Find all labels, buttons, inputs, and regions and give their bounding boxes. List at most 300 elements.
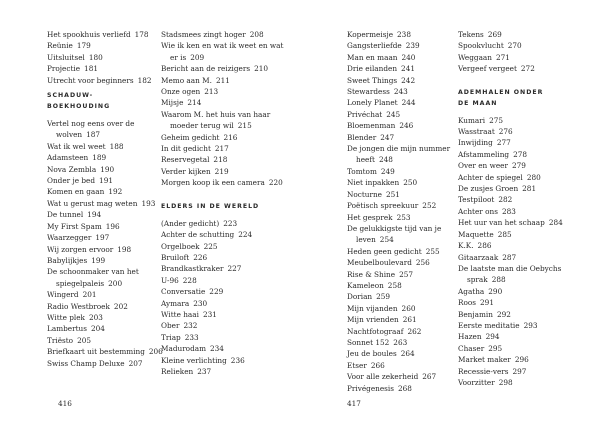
entry-title: De jongen die mijn nummer heeft	[347, 144, 451, 165]
entry-page-number: 268	[398, 383, 412, 393]
entry-title: Privéchat	[347, 109, 383, 119]
section-heading: ELDERS IN DE WERELD	[161, 202, 260, 210]
toc-entry	[458, 115, 593, 126]
entry-page-number: 213	[204, 87, 219, 97]
toc-entry	[347, 371, 472, 382]
entry-title: De laatste man die Oebychs sprak	[458, 263, 562, 285]
entry-title: Eerste meditatie	[458, 320, 520, 330]
toc-entry	[347, 280, 472, 291]
entry-title: Afstammeling	[458, 149, 510, 159]
toc-entry	[47, 221, 172, 232]
entry-page-number: 251	[386, 189, 400, 199]
section-heading: ADEMHALEN ONDER DE MAAN	[458, 88, 544, 107]
entry-title: Over en weer	[458, 161, 508, 171]
entry-page-number: 277	[496, 138, 511, 148]
toc-entry	[458, 252, 593, 263]
entry-title: Tomtom	[347, 166, 377, 176]
toc-entry	[347, 337, 472, 348]
entry-page-number: 286	[477, 241, 492, 251]
toc-entry	[47, 29, 172, 40]
toc-entry	[458, 40, 593, 51]
toc-entry	[47, 323, 172, 334]
entry-title: Projectie	[47, 64, 81, 74]
toc-entry	[347, 246, 472, 257]
toc-entry	[458, 217, 593, 228]
entry-page-number: 188	[109, 141, 124, 151]
entry-title: Swiss Champ Deluxe	[47, 358, 125, 368]
toc-entry	[47, 141, 172, 152]
entry-page-number: 218	[213, 155, 228, 165]
toc-entry	[47, 232, 172, 243]
entry-page-number: 223	[223, 218, 238, 228]
entry-page-number: 227	[227, 264, 242, 274]
entry-title: Nova Zembla	[47, 164, 97, 174]
toc-entry	[458, 149, 593, 160]
entry-title: Kopermeisje	[347, 30, 394, 39]
toc-entry	[161, 97, 286, 108]
entry-title: Achter ons	[458, 206, 498, 216]
toc-entry	[161, 166, 286, 177]
entry-page-number: 197	[95, 233, 110, 243]
toc-entry	[458, 229, 593, 240]
entry-page-number: 292	[496, 309, 511, 319]
entry-title: De tunnel	[47, 210, 84, 220]
toc-entry	[347, 257, 472, 268]
entry-title: Bloemenman	[347, 121, 396, 131]
entry-page-number: 192	[108, 187, 123, 197]
entry-page-number: 198	[117, 244, 132, 254]
toc-entry	[458, 160, 593, 171]
toc-entry	[458, 126, 593, 137]
entry-title: Lonely Planet	[347, 98, 398, 108]
entry-title: Sonnet 152	[347, 337, 390, 347]
toc-entry	[347, 63, 472, 74]
toc-entry	[161, 241, 286, 252]
entry-page-number: 226	[193, 252, 208, 262]
toc-entry	[161, 40, 286, 63]
entry-page-number: 210	[254, 64, 269, 74]
toc-entry	[347, 97, 472, 108]
entry-page-number: 243	[393, 87, 408, 97]
entry-page-number: 237	[197, 366, 212, 376]
entry-title: Achter de spiegel	[458, 172, 523, 182]
entry-page-number: 194	[87, 210, 102, 220]
entry-title: Etser	[347, 360, 367, 370]
entry-page-number: 217	[214, 144, 229, 154]
entry-title: Weggaan	[458, 52, 492, 62]
toc-entry	[161, 252, 286, 263]
entry-page-number: 287	[502, 252, 517, 262]
entry-page-number: 214	[187, 98, 202, 108]
entry-page-number: 294	[485, 332, 500, 342]
entry-title: Brandkastkraker	[161, 264, 224, 274]
toc-entry	[347, 143, 472, 166]
entry-page-number: 271	[495, 52, 510, 62]
toc-entry	[161, 109, 286, 132]
toc-entry	[161, 63, 286, 74]
entry-page-number: 256	[415, 258, 430, 268]
entry-page-number: 209	[190, 52, 205, 62]
entry-page-number: 263	[393, 337, 408, 347]
entry-title: Komen en gaan	[47, 187, 105, 197]
entry-title: Stewardess	[347, 87, 390, 97]
entry-page-number: 257	[399, 269, 414, 279]
toc-entry	[161, 29, 286, 40]
toc-entry	[47, 358, 172, 369]
entry-page-number: 252	[422, 201, 437, 211]
entry-title: Meubelboulevard	[347, 258, 412, 268]
entry-title: Blender	[347, 132, 377, 142]
entry-title: Benjamin	[458, 309, 493, 319]
entry-title: Mijn vrienden	[347, 315, 399, 325]
entry-title: Briefkaart uit bestemming	[47, 347, 145, 357]
toc-entry	[47, 266, 172, 289]
entry-page-number: 253	[396, 212, 411, 222]
entry-title: Niet inpakken	[347, 178, 400, 188]
entry-page-number: 215	[237, 121, 252, 131]
toc-entry	[347, 360, 472, 371]
entry-title: My First Spam	[47, 221, 102, 231]
entry-title: Vergeef vergeet	[458, 64, 517, 74]
toc-entry	[161, 143, 286, 154]
entry-title: Wat u gerust mag weten	[47, 198, 138, 208]
toc-group	[47, 29, 172, 86]
entry-title: Het spookhuis verliefd	[47, 30, 131, 39]
entry-page-number: 179	[76, 41, 91, 51]
entry-title: Aymara	[161, 298, 190, 308]
entry-title: Witte plek	[47, 312, 85, 322]
toc-entry	[47, 335, 172, 346]
toc-entry	[161, 86, 286, 97]
entry-page-number: 247	[380, 132, 395, 142]
entry-title: Triap	[161, 332, 181, 342]
entry-title: Het uur van het schaap	[458, 218, 545, 228]
toc-entry	[458, 63, 593, 74]
entry-page-number: 229	[209, 287, 224, 297]
toc-entry	[161, 332, 286, 343]
toc-entry	[161, 75, 286, 86]
toc-entry	[347, 291, 472, 302]
entry-page-number: 220	[268, 178, 283, 188]
page-number-left: 416	[58, 399, 72, 408]
toc-entry	[47, 244, 172, 255]
entry-title: Reservegetal	[161, 155, 210, 165]
entry-page-number: 245	[386, 109, 401, 119]
entry-page-number: 187	[86, 130, 101, 140]
entry-title: Onder je bed	[47, 176, 96, 186]
entry-title: Sweet Things	[347, 75, 398, 85]
entry-page-number: 202	[113, 301, 128, 311]
entry-title: Recessie-vers	[458, 366, 509, 376]
entry-page-number: 191	[99, 176, 113, 186]
toc-entry	[458, 52, 593, 63]
entry-title: Drie eilanden	[347, 64, 398, 74]
entry-title: Conversatie	[161, 287, 206, 297]
toc-entry	[161, 263, 286, 274]
toc-entry	[458, 240, 593, 251]
toc-entry	[161, 218, 286, 229]
toc-entry	[47, 198, 172, 209]
entry-title: Gangsterliefde	[347, 41, 402, 51]
entry-page-number: 283	[501, 206, 516, 216]
entry-page-number: 239	[405, 41, 420, 51]
toc-entry	[458, 320, 593, 331]
entry-title: Vertel nog eens over de wolven	[47, 119, 135, 140]
entry-page-number: 270	[507, 41, 522, 51]
toc-entry	[347, 86, 472, 97]
toc-entry	[47, 301, 172, 312]
entry-title: Waarzegger	[47, 233, 92, 243]
entry-page-number: 282	[498, 195, 513, 205]
entry-title: Onze ogen	[161, 87, 201, 97]
toc-entry	[47, 118, 172, 141]
toc-entry	[458, 183, 593, 194]
entry-title: Voorzitter	[458, 377, 495, 387]
entry-page-number: 241	[401, 64, 415, 74]
entry-page-number: 298	[498, 377, 513, 387]
toc-entry	[347, 132, 472, 143]
entry-title: Rise & Shine	[347, 269, 396, 279]
toc-entry	[347, 303, 472, 314]
toc-entry	[458, 366, 593, 377]
toc-group	[458, 29, 593, 75]
entry-title: De gelukkigste tijd van je leven	[347, 223, 442, 245]
entry-title: Verder kijken	[161, 166, 211, 176]
entry-title: Ober	[161, 321, 180, 331]
entry-title: De schoonmaker van het spiegelpaleis	[47, 267, 139, 288]
toc-entry	[347, 326, 472, 337]
entry-page-number: 269	[487, 30, 502, 39]
entry-page-number: 259	[376, 292, 391, 302]
toc-entry	[47, 186, 172, 197]
toc-entry	[47, 346, 172, 357]
entry-title: De zusjes Groen	[458, 184, 519, 194]
entry-title: Maquette	[458, 229, 494, 239]
entry-page-number: 276	[498, 127, 513, 137]
entry-page-number: 180	[88, 52, 103, 62]
entry-title: Mijsje	[161, 98, 184, 108]
toc-column-3	[347, 29, 472, 394]
entry-page-number: 250	[403, 178, 418, 188]
toc-entry	[161, 355, 286, 366]
entry-page-number: 199	[91, 255, 106, 265]
entry-page-number: 280	[526, 172, 541, 182]
entry-title: Agatha	[458, 286, 485, 296]
entry-title: Chaser	[458, 343, 485, 353]
toc-entry	[458, 343, 593, 354]
toc-group	[161, 218, 286, 378]
entry-title: Heden geen gedicht	[347, 246, 422, 256]
entry-title: U-96	[161, 275, 179, 285]
toc-entry	[347, 269, 472, 280]
toc-entry	[161, 154, 286, 165]
entry-title: Memo aan M.	[161, 75, 212, 85]
entry-page-number: 201	[82, 290, 97, 300]
entry-title: K.K.	[458, 241, 474, 251]
entry-page-number: 267	[422, 372, 437, 382]
toc-entry	[458, 206, 593, 217]
entry-page-number: 196	[105, 221, 120, 231]
entry-title: Inwijding	[458, 138, 493, 148]
entry-page-number: 279	[511, 161, 526, 171]
toc-entry	[458, 297, 593, 308]
entry-title: Adamsteen	[47, 153, 89, 163]
entry-page-number: 278	[513, 149, 528, 159]
entry-page-number: 193	[141, 198, 156, 208]
toc-entry	[161, 132, 286, 143]
entry-page-number: 233	[184, 332, 199, 342]
entry-page-number: 260	[401, 303, 416, 313]
toc-entry	[47, 175, 172, 186]
entry-page-number: 295	[488, 343, 503, 353]
toc-group	[347, 29, 472, 394]
entry-title: Relieken	[161, 366, 194, 376]
entry-title: Het gesprek	[347, 212, 393, 222]
toc-entry	[458, 354, 593, 365]
entry-title: Poëtisch spreekuur	[347, 201, 419, 211]
entry-page-number: 206	[148, 347, 163, 357]
toc-entry	[458, 194, 593, 205]
entry-page-number: 285	[497, 229, 512, 239]
toc-entry	[47, 152, 172, 163]
entry-page-number: 244	[401, 98, 416, 108]
entry-page-number: 272	[520, 64, 535, 74]
entry-page-number: 284	[548, 218, 563, 228]
toc-entry	[347, 212, 472, 223]
entry-title: In dit gedicht	[161, 144, 211, 154]
section-heading: SCHADUW-BOEKHOUDING	[47, 92, 111, 111]
entry-title: Utrecht voor beginners	[47, 75, 134, 85]
entry-title: (Ander gedicht)	[161, 218, 220, 228]
entry-page-number: 296	[514, 355, 529, 365]
entry-title: Waarom M. het huis van haar moeder terug wil	[161, 109, 271, 131]
entry-page-number: 266	[370, 360, 385, 370]
toc-entry	[161, 309, 286, 320]
toc-entry	[161, 275, 286, 286]
toc-entry	[347, 29, 472, 40]
entry-page-number: 262	[407, 326, 422, 336]
toc-entry	[458, 309, 593, 320]
toc-group	[47, 118, 172, 369]
entry-title: Madurodam	[161, 344, 207, 354]
entry-page-number: 281	[522, 184, 537, 194]
entry-page-number: 297	[512, 366, 527, 376]
entry-title: Hazen	[458, 332, 482, 342]
entry-title: Kleine verlichting	[161, 355, 227, 365]
entry-title: Uitsluitsel	[47, 52, 85, 62]
entry-title: Spookvlucht	[458, 41, 504, 51]
entry-title: Wat ik wel weet	[47, 141, 106, 151]
toc-entry	[347, 120, 472, 131]
toc-group	[458, 115, 593, 389]
toc-entry	[47, 52, 172, 63]
entry-title: Privégenesis	[347, 383, 395, 393]
entry-page-number: 219	[214, 166, 229, 176]
entry-page-number: 238	[397, 30, 411, 39]
toc-group	[161, 29, 286, 189]
entry-title: Kameleon	[347, 280, 384, 290]
entry-title: Triësto	[47, 335, 74, 345]
entry-title: Man en maan	[347, 52, 398, 62]
toc-entry	[458, 286, 593, 297]
entry-page-number: 246	[399, 121, 414, 131]
entry-title: Roos	[458, 298, 477, 308]
entry-title: Mijn vijanden	[347, 303, 398, 313]
toc-entry	[458, 331, 593, 342]
toc-entry	[458, 137, 593, 148]
entry-page-number: 234	[210, 344, 224, 354]
entry-page-number: 232	[183, 321, 198, 331]
entry-title: Babylijkjes	[47, 255, 88, 265]
entry-page-number: 200	[108, 278, 123, 288]
toc-entry	[458, 263, 593, 286]
entry-page-number: 181	[84, 64, 98, 74]
entry-title: Gitaarzaak	[458, 252, 499, 262]
toc-entry	[47, 164, 172, 175]
toc-entry	[161, 286, 286, 297]
entry-page-number: 230	[193, 298, 208, 308]
entry-page-number: 211	[215, 75, 230, 85]
entry-page-number: 264	[400, 349, 415, 359]
toc-entry	[347, 383, 472, 394]
toc-entry	[458, 172, 593, 183]
entry-page-number: 240	[401, 52, 416, 62]
toc-entry	[47, 40, 172, 51]
entry-page-number: 290	[488, 286, 503, 296]
entry-title: Market maker	[458, 355, 511, 365]
entry-title: Geheim gedicht	[161, 132, 220, 142]
entry-title: Jeu de boules	[347, 349, 397, 359]
toc-entry	[458, 29, 593, 40]
entry-title: Wij zorgen ervoor	[47, 244, 114, 254]
entry-page-number: 249	[380, 166, 395, 176]
toc-entry	[347, 348, 472, 359]
entry-title: Voor alle zekerheid	[347, 372, 419, 382]
entry-page-number: 224	[238, 230, 253, 240]
entry-title: Nachtfotograaf	[347, 326, 404, 336]
entry-title: Dorian	[347, 292, 373, 302]
toc-entry	[47, 255, 172, 266]
entry-title: Achter de schutting	[161, 230, 235, 240]
entry-page-number: 204	[90, 324, 105, 334]
entry-page-number: 225	[203, 241, 218, 251]
toc-entry	[161, 343, 286, 354]
entry-title: Bruiloft	[161, 252, 190, 262]
entry-page-number: 231	[202, 309, 217, 319]
entry-page-number: 216	[223, 132, 238, 142]
entry-page-number: 182	[137, 75, 152, 85]
entry-title: Nocturne	[347, 189, 383, 199]
toc-column-2	[161, 29, 286, 377]
entry-title: Lambertus	[47, 324, 87, 334]
toc-entry	[47, 63, 172, 74]
toc-entry	[347, 109, 472, 120]
toc-entry	[347, 200, 472, 211]
entry-page-number: 208	[249, 30, 264, 39]
entry-page-number: 293	[523, 320, 538, 330]
toc-entry	[347, 189, 472, 200]
entry-page-number: 203	[88, 312, 103, 322]
entry-page-number: 254	[379, 235, 394, 245]
toc-entry	[458, 377, 593, 388]
entry-title: Tekens	[458, 30, 484, 39]
entry-page-number: 261	[402, 315, 417, 325]
toc-entry	[47, 209, 172, 220]
entry-title: Witte haai	[161, 309, 199, 319]
entry-title: Radio Westbroek	[47, 301, 110, 311]
entry-page-number: 190	[100, 164, 115, 174]
toc-entry	[161, 229, 286, 240]
